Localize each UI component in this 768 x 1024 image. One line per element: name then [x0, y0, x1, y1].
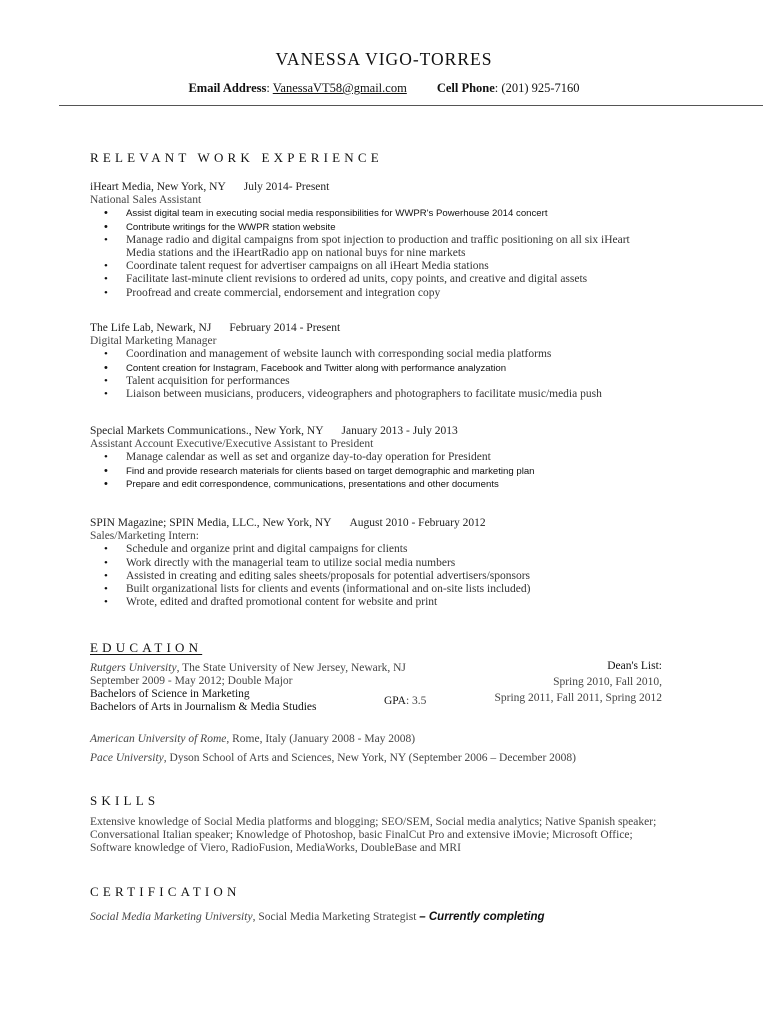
job-role: Assistant Account Executive/Executive Assistant to President: [90, 438, 374, 451]
gpa-label: GPA: [384, 695, 406, 707]
list-item: • Proofread and create commercial, endorsement and integration copy: [90, 287, 710, 300]
education-rome: [90, 733, 415, 746]
degree-marketing: Bachelors of Science in Marketing: [90, 688, 250, 700]
job-header: [90, 425, 710, 438]
job-org: The Life Lab, Newark, NJ: [90, 322, 212, 334]
job-org: iHeart Media, New York, NY: [90, 181, 226, 193]
job-life-lab: [90, 322, 710, 401]
list-item: • Facilitate last-minute client revisions to ordered ad units, copy points, and creative and digital assets: [90, 273, 710, 286]
header-divider: [59, 105, 763, 106]
cert-title: , Social Media Marketing Strategist: [252, 911, 420, 923]
list-item: • Built organizational lists for clients and events (informational and on-site lists included): [90, 583, 710, 596]
job-org: SPIN Magazine; SPIN Media, LLC., New York, NY: [90, 517, 332, 529]
cert-org: Social Media Marketing University: [90, 911, 253, 923]
degree-journalism: Bachelors of Arts in Journalism & Media Studies: [90, 701, 317, 713]
list-item: • Assist digital team in executing social media responsibilities for WWPR's Powerhouse 2014 concert: [90, 207, 710, 220]
deans-list-line: Spring 2010, Fall 2010,: [553, 676, 662, 688]
candidate-name: VANESSA VIGO-TORRES: [275, 49, 493, 69]
job-header: [90, 517, 710, 530]
experience-heading: RELEVANT WORK EXPERIENCE: [90, 150, 383, 165]
list-item: • Manage calendar as well as set and organize day-to-day operation for President: [90, 451, 710, 464]
email-link[interactable]: VanessaVT58@gmail.com: [272, 81, 407, 95]
list-item: • Coordinate talent request for advertiser campaigns on all iHeart Media stations: [90, 260, 710, 273]
list-item: • Work directly with the managerial team to utilize social media numbers: [90, 557, 710, 570]
job-header: [90, 181, 710, 194]
skills-heading: SKILLS: [90, 793, 160, 808]
education-heading: EDUCATION: [90, 640, 203, 655]
education-rutgers: [90, 662, 406, 714]
gpa: [384, 695, 426, 707]
list-item: • Schedule and organize print and digital campaigns for clients: [90, 543, 710, 556]
contact-line: Email Address: VanessaVT58@gmail.com Cell Phone: (201) 925-7160: [188, 81, 580, 95]
list-item: • Contribute writings for the WWPR station website: [90, 221, 710, 234]
job-header: [90, 322, 710, 335]
deans-list: [494, 658, 662, 706]
skills-text: Extensive knowledge of Social Media platforms and blogging; SEO/SEM, Social media analytics; Native Spanish speaker; Conversational Italian speaker; Knowledge of Photoshop, basic FinalCut Pro and extensive iMovie; Microsoft Office; Software knowledge of Viero, RadioFusion, MediaWorks, DoubleBase and MRI: [90, 816, 657, 854]
list-item: • Coordination and management of website launch with corresponding social media platforms: [90, 348, 710, 361]
list-item: • Talent acquisition for performances: [90, 375, 710, 388]
gpa-value: : 3.5: [405, 695, 427, 707]
school-dates: September 2009 - May 2012; Double Major: [90, 675, 293, 687]
job-date: August 2010 - February 2012: [349, 517, 486, 529]
list-item: • Prepare and edit correspondence, communications, presentations and other documents: [90, 478, 710, 491]
school-name: Rutgers University: [90, 662, 177, 674]
list-item: • Liaison between musicians, producers, videographers and photographers to facilitate music/media push: [90, 388, 710, 401]
certification-heading: CERTIFICATION: [90, 884, 241, 899]
list-item: • Assisted in creating and editing sales sheets/proposals for potential advertisers/sponsors: [90, 570, 710, 583]
list-item: • Manage radio and digital campaigns from spot injection to production and traffic positioning on all six iHeart Media stations and the iHeartRadio app on national buys for nine markets: [90, 234, 646, 260]
job-iheart: [90, 181, 710, 300]
job-role: National Sales Assistant: [90, 194, 202, 207]
school-details: , Rome, Italy (January 2008 - May 2008): [226, 733, 416, 745]
deans-list-title: Dean's List:: [607, 660, 662, 672]
job-date: January 2013 - July 2013: [341, 425, 458, 437]
list-item: • Content creation for Instagram, Facebook and Twitter along with performance analyzation: [90, 362, 710, 375]
job-role: Digital Marketing Manager: [90, 335, 217, 348]
cert-status: – Currently completing: [419, 911, 545, 923]
school-details: , Dyson School of Arts and Sciences, New York, NY (September 2006 – December 2008): [163, 752, 576, 764]
deans-list-line: Spring 2011, Fall 2011, Spring 2012: [494, 692, 662, 704]
phone-label: Cell Phone: [436, 81, 495, 95]
list-item: • Find and provide research materials for clients based on target demographic and marketing plan: [90, 465, 710, 478]
job-bullets: [90, 451, 710, 491]
list-item: • Wrote, edited and drafted promotional content for website and print: [90, 596, 710, 609]
job-special-markets: [90, 425, 710, 491]
email-label: Email Address: [188, 81, 267, 95]
job-bullets: [90, 543, 710, 609]
job-spin: [90, 517, 710, 609]
certification-entry: [90, 911, 545, 923]
phone-value: (201) 925-7160: [501, 81, 580, 95]
job-role: Sales/Marketing Intern:: [90, 530, 199, 543]
education-pace: [90, 752, 576, 765]
job-org: Special Markets Communications., New York, NY: [90, 425, 324, 437]
job-date: February 2014 - Present: [229, 322, 341, 334]
job-date: July 2014- Present: [243, 181, 330, 193]
school-name: American University of Rome: [90, 733, 227, 745]
school-details: , The State University of New Jersey, Newark, NJ: [176, 662, 406, 674]
job-bullets: [90, 348, 710, 401]
job-bullets: [90, 207, 710, 299]
school-name: Pace University: [90, 752, 164, 764]
